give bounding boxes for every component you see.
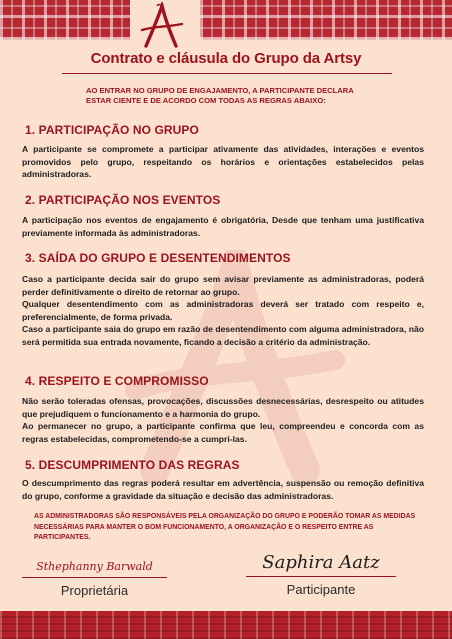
bottom-plaid-band: [0, 611, 452, 639]
signature-owner: Sthephanny Barwald: [36, 560, 153, 573]
signature-block-owner: [22, 548, 167, 598]
section-heading-participacao-grupo: 1. PARTICIPAÇÃO NO GRUPO: [25, 123, 199, 137]
signature-block-participant: [246, 548, 396, 597]
paragraph: Caso a participante decida sair do grupo sem avisar previamente as administradoras, poderá perder definitivamente o direito de retornar ao grupo.: [22, 274, 424, 297]
section-body-saida-grupo: [22, 273, 424, 348]
paragraph: Caso a participante saia do grupo em razão de desentendimento com alguma administradora, não será permitida sua entrada novamente, ficando a decisão a critério da administração.: [22, 324, 424, 347]
section-heading-saida-grupo: 3. SAÍDA DO GRUPO E DESENTENDIMENTOS: [25, 251, 291, 265]
title-divider: [62, 73, 392, 74]
paragraph: Ao permanecer no grupo, a participante confirma que leu, compreendeu e concorda com as regras estabelecidas, comprometendo-se a cumpri-las.: [22, 421, 424, 444]
top-plaid-band-left: [0, 0, 130, 40]
section-body-participacao-eventos: [22, 214, 424, 239]
artsy-logo-icon: [138, 2, 184, 52]
page-title: Contrato e cláusula do Grupo da Artsy: [90, 50, 362, 67]
section-heading-descumprimento: 5. DESCUMPRIMENTO DAS REGRAS: [25, 458, 240, 472]
band-fade: [0, 36, 452, 44]
admin-responsibility-note: AS ADMINISTRADORAS SÃO RESPONSÁVEIS PELA ORGANIZAÇÃO DO GRUPO E PODERÃO TOMAR AS MEDIDAS NECESSÁRIAS PARA MANTER O BOM FUNCIONAMENTO, A ORGANIZAÇÃO E O RESPEITO ENTRE AS PARTICIPANTES.: [34, 513, 416, 541]
paragraph: A participante se compromete a participar ativamente das atividades, interações e eventos promovidos pelo grupo, respeitando os horários e orientações estabelecidos pelas administradoras.: [22, 144, 424, 179]
top-plaid-band-right: [200, 0, 452, 40]
intro-line: ESTAR CIENTE E DE ACORDO COM TODAS AS REGRAS ABAIXO:: [86, 96, 326, 105]
intro-line: AO ENTRAR NO GRUPO DE ENGAJAMENTO, A PARTICIPANTE DECLARA: [86, 86, 354, 95]
signature-line: [246, 576, 396, 577]
paragraph: O descumprimento das regras poderá resultar em advertência, suspensão ou remoção definitiva do grupo, conforme a gravidade da situação e decisão das administradoras.: [22, 478, 424, 501]
paragraph: A participação nos eventos de engajamento é obrigatória, Desde que tenham uma justificativa previamente informada às administradoras.: [22, 215, 424, 238]
intro-statement: [86, 86, 386, 106]
signature-participant: Saphira Aatz: [262, 552, 380, 573]
section-heading-participacao-eventos: 2. PARTICIPAÇÃO NOS EVENTOS: [25, 193, 221, 207]
signature-line: [22, 577, 167, 578]
section-body-descumprimento: [22, 477, 424, 502]
signature-role-participant: Participante: [286, 582, 356, 597]
paragraph: Não serão toleradas ofensas, provocações, discussões desnecessárias, desrespeito ou atitudes que prejudiquem o funcionamento e a harmonia do grupo.: [22, 396, 424, 419]
section-heading-respeito: 4. RESPEITO E COMPROMISSO: [25, 374, 209, 388]
paragraph: Qualquer desentendimento com as administradoras deverá ser tratado com respeito e, preferencialmente, de forma privada.: [22, 299, 424, 322]
section-body-respeito: [22, 395, 424, 445]
section-body-participacao-grupo: [22, 143, 424, 181]
signature-role-owner: Proprietária: [60, 583, 129, 598]
